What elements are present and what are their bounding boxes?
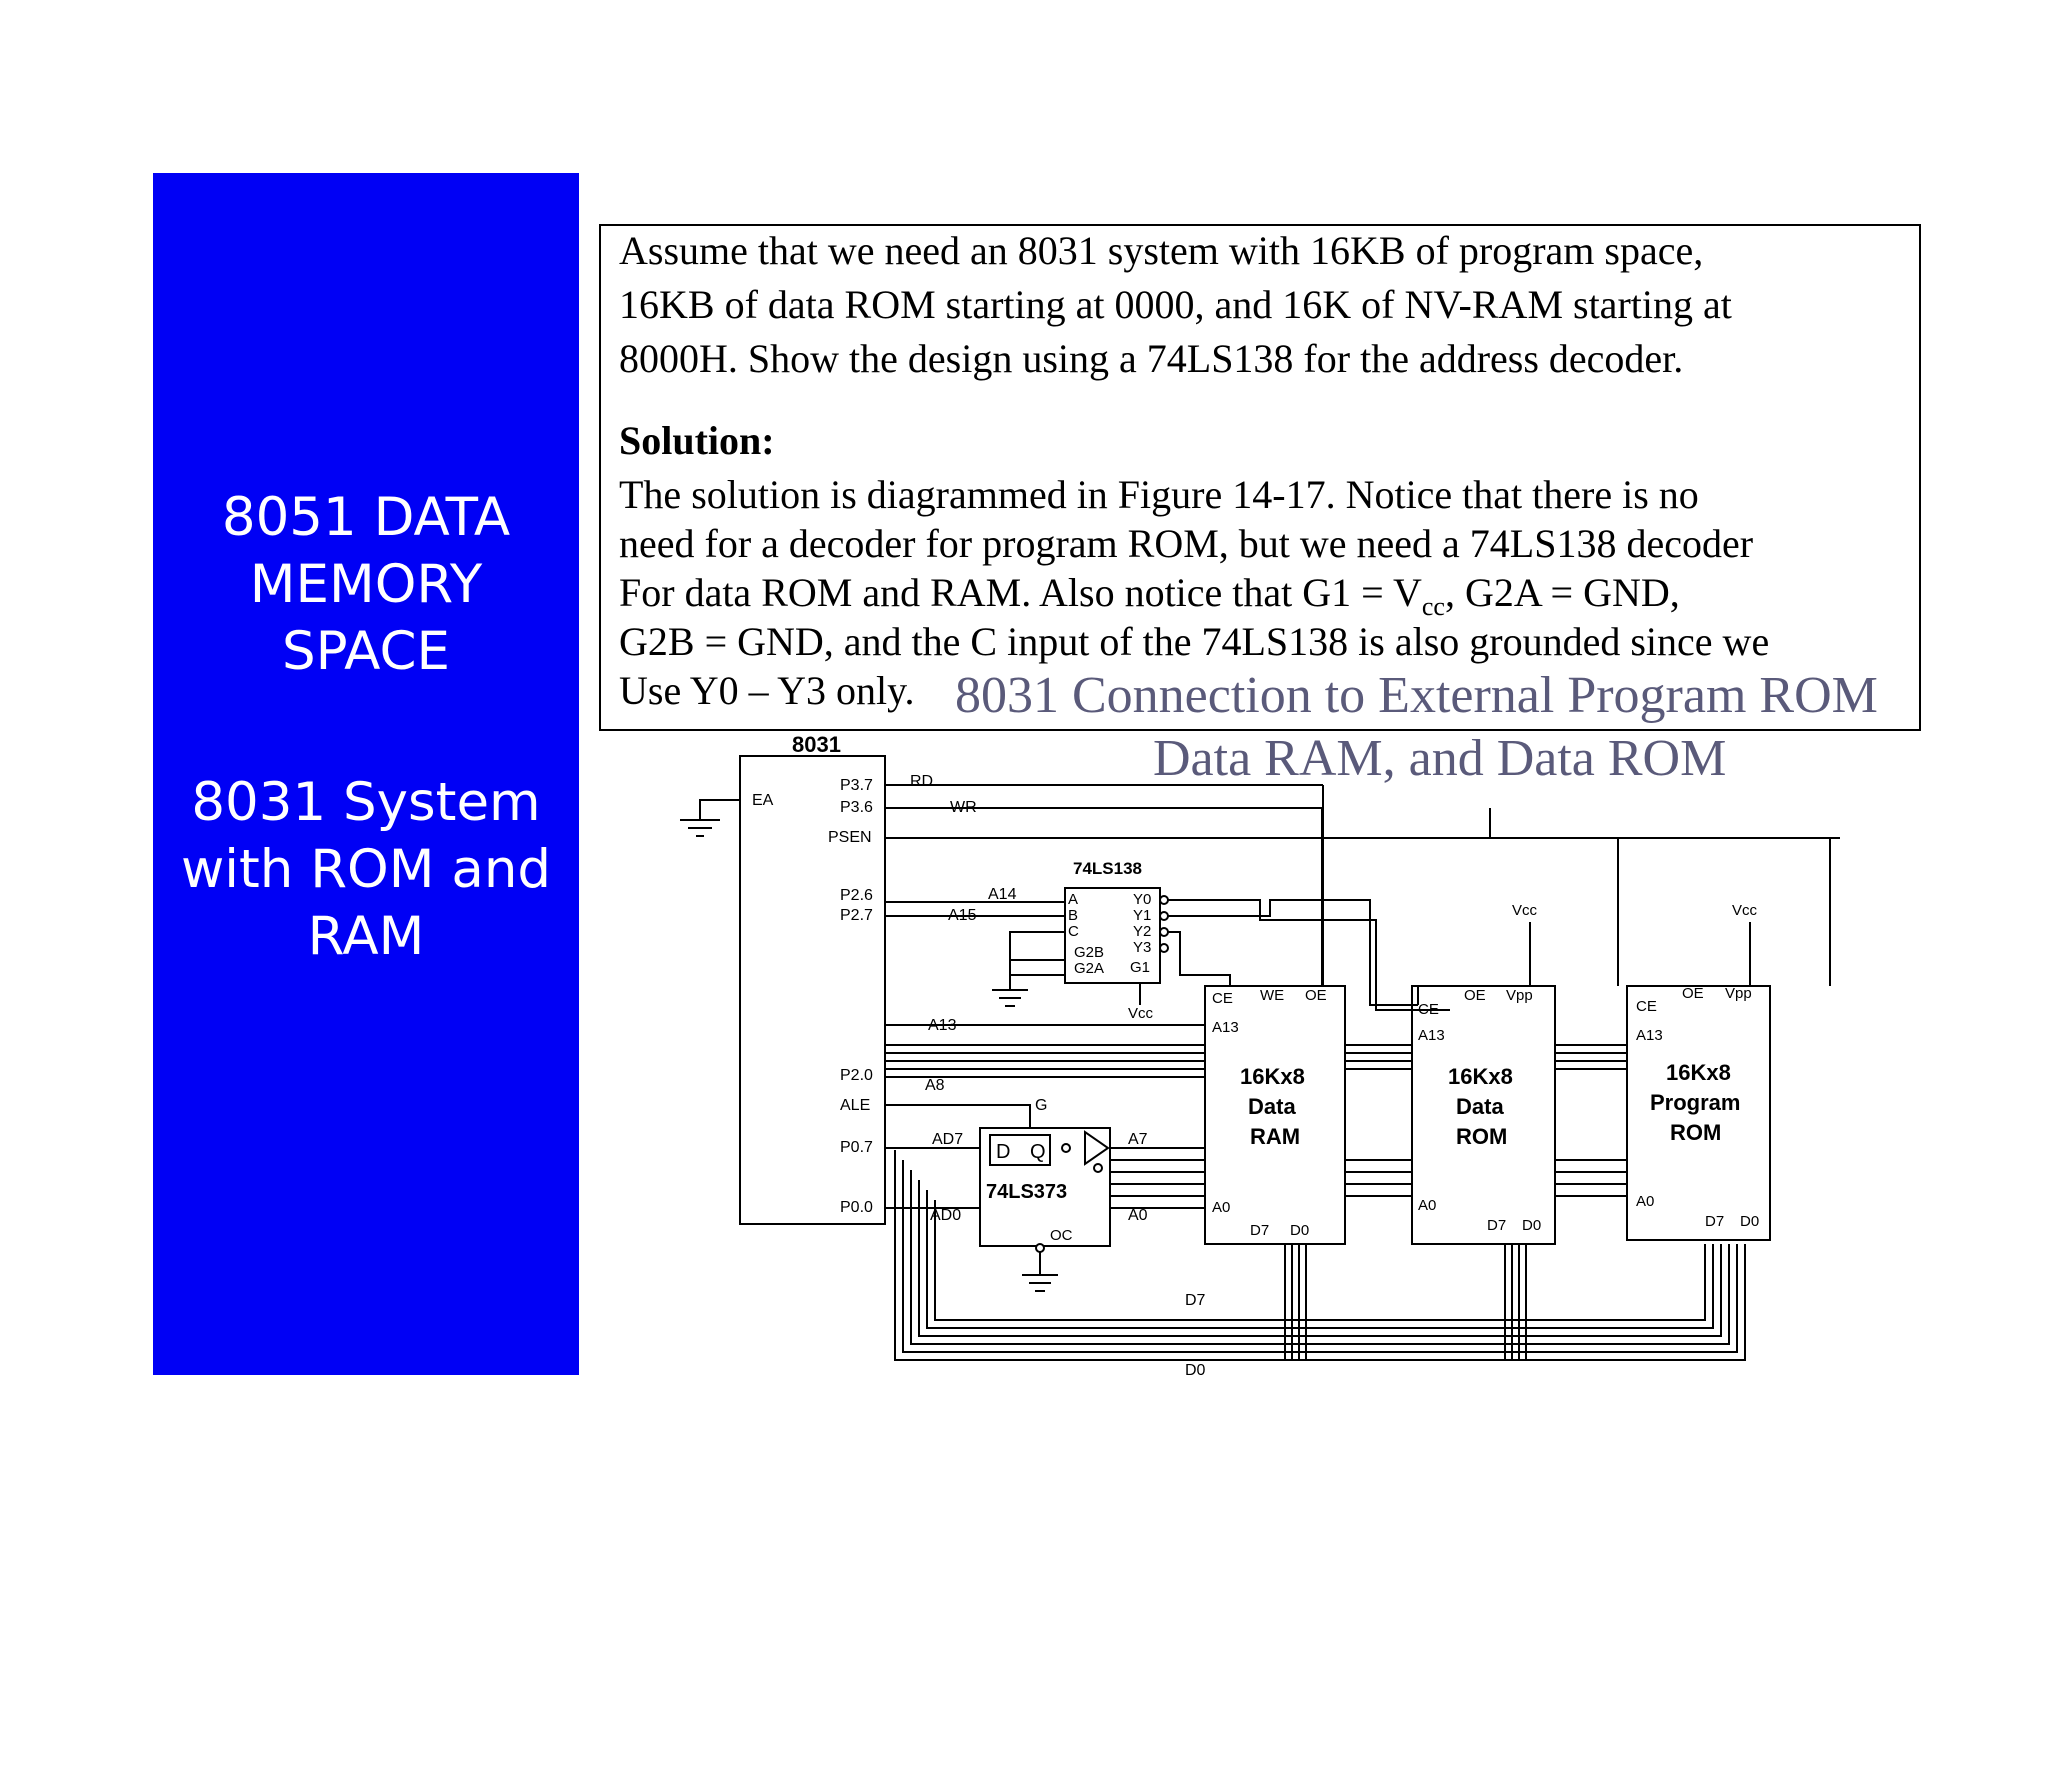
d0-pin-label: D0 (1290, 1222, 1310, 1239)
a0-label: A0 (1128, 1207, 1148, 1224)
latch-oc-label: OC (1050, 1227, 1073, 1244)
title-line: MEMORY (249, 554, 483, 615)
problem-line: Assume that we need an 8031 system with 16KB of program space, (619, 228, 1704, 273)
subtitle-line: with ROM and (180, 839, 552, 900)
a0-pin-label: A0 (1212, 1199, 1231, 1216)
ground-symbol (992, 990, 1028, 1006)
chip-size-label: 16Kx8 (1448, 1064, 1513, 1089)
problem-line: 16KB of data ROM starting at 0000, and 16K of NV-RAM starting at (619, 282, 1732, 327)
a13-pin-label: A13 (1212, 1019, 1239, 1036)
chip-kind-label: RAM (1250, 1124, 1301, 1149)
a0-pin-label: A0 (1418, 1197, 1437, 1214)
ad0-label: AD0 (930, 1207, 962, 1224)
decoder-pin: C (1068, 923, 1079, 940)
ground-symbol (1022, 1275, 1058, 1291)
y3-bubble (1160, 944, 1168, 952)
latch-buffer-triangle (1085, 1132, 1108, 1164)
title-line: SPACE (281, 621, 451, 682)
d7-pin-label: D7 (1250, 1222, 1270, 1239)
y2-wire (1168, 932, 1230, 986)
decoder-name: 74LS138 (1073, 859, 1142, 878)
subtitle-line: 8031 System (191, 772, 541, 833)
a7-label: A7 (1128, 1131, 1148, 1148)
pin-label: P2.6 (840, 887, 873, 904)
mcu-name: 8031 (792, 732, 841, 757)
chip-type-label: Data (1456, 1094, 1504, 1119)
chip-size-label: 16Kx8 (1240, 1064, 1305, 1089)
decoder-pin: Y3 (1133, 939, 1152, 956)
decoder-pin: G2A (1074, 960, 1105, 977)
solution-label: Solution: (619, 418, 775, 463)
latch-d-label: D (996, 1141, 1011, 1163)
pin-label: ALE (840, 1097, 871, 1114)
ad7-label: AD7 (932, 1131, 964, 1148)
a15-label: A15 (948, 907, 977, 924)
d0-bus-label: D0 (1185, 1362, 1206, 1379)
pin-label: P2.0 (840, 1067, 873, 1084)
solution-line: The solution is diagrammed in Figure 14-17. Notice that there is no (619, 472, 1699, 517)
a0-pin-label: A0 (1636, 1193, 1655, 1210)
latched-address-bus (1110, 1160, 1627, 1196)
caption-line-2: Data RAM, and Data ROM (1153, 730, 1727, 787)
pin-label: P2.7 (840, 907, 873, 924)
pin-label: P3.6 (840, 799, 873, 816)
d7-bus-label: D7 (1185, 1292, 1206, 1309)
oe-label: OE (1464, 987, 1486, 1004)
rd-label: RD (910, 773, 934, 790)
d0-pin-label: D0 (1522, 1217, 1542, 1234)
we-label: WE (1260, 987, 1285, 1004)
d7-pin-label: D7 (1705, 1213, 1725, 1230)
d0-pin-label: D0 (1740, 1213, 1760, 1230)
caption-line-1: 8031 Connection to External Program ROM (955, 667, 1878, 724)
problem-line: 8000H. Show the design using a 74LS138 for the address decoder. (619, 336, 1684, 381)
decoder-pin: G1 (1130, 959, 1151, 976)
pin-label: P0.7 (840, 1139, 873, 1156)
chip-type-label: Data (1248, 1094, 1296, 1119)
ea-label: EA (752, 792, 774, 809)
vcc-subscript: cc (1421, 592, 1445, 621)
decoder-pin: Y0 (1133, 891, 1152, 908)
pin-label: PSEN (828, 829, 872, 846)
latch-q-label: Q (1030, 1141, 1046, 1163)
vcc-label: Vcc (1512, 902, 1538, 919)
ce-label: CE (1212, 990, 1233, 1007)
decoder-pin: A (1068, 891, 1079, 908)
solution-line: Use Y0 – Y3 only. (619, 668, 915, 713)
decoder-pin: Y1 (1133, 907, 1152, 924)
decoder-pin: G2B (1074, 944, 1105, 961)
vpp-label: Vpp (1725, 985, 1752, 1002)
ground-symbol (680, 820, 720, 836)
y1-bubble (1160, 912, 1168, 920)
a13-pin-label: A13 (1636, 1027, 1663, 1044)
decoder-pin: Y2 (1133, 923, 1152, 940)
a13-label: A13 (928, 1017, 957, 1034)
y0-bubble (1160, 896, 1168, 904)
pin-label: P0.0 (840, 1199, 873, 1216)
vpp-label: Vpp (1506, 987, 1533, 1004)
vcc-label: Vcc (1128, 1005, 1154, 1022)
y2-bubble (1160, 928, 1168, 936)
solution-line: For data ROM and RAM. Also notice that $G1 = V_{cc}$, G2A = GND, (619, 570, 1680, 621)
a14-label: A14 (988, 886, 1017, 903)
vcc-label: Vcc (1732, 902, 1758, 919)
oe-label: OE (1305, 987, 1327, 1004)
a8-label: A8 (925, 1077, 945, 1094)
ea-wire (700, 800, 740, 820)
decoder-pin: B (1068, 907, 1079, 924)
chip-size-label: 16Kx8 (1666, 1060, 1731, 1085)
oe-label: OE (1682, 985, 1704, 1002)
oc-bubble (1036, 1244, 1044, 1252)
chip-kind-label: ROM (1670, 1120, 1722, 1145)
ce-label: CE (1418, 1001, 1439, 1018)
solution-line: G2B = GND, and the C input of the 74LS138 is also grounded since we (619, 619, 1770, 664)
a13-pin-label: A13 (1418, 1027, 1445, 1044)
latch-name: 74LS373 (986, 1181, 1068, 1203)
chip-type-label: Program (1650, 1090, 1741, 1115)
pin-label: P3.7 (840, 777, 873, 794)
g-label: G (1035, 1097, 1048, 1114)
ce-label: CE (1636, 998, 1657, 1015)
title-line: 8051 DATA (221, 487, 511, 548)
ale-wire (885, 1105, 1030, 1128)
wr-label: WR (950, 799, 977, 816)
subtitle-line: RAM (307, 906, 425, 967)
solution-line: need for a decoder for program ROM, but we need a 74LS138 decoder (619, 521, 1754, 566)
d7-pin-label: D7 (1487, 1217, 1507, 1234)
chip-kind-label: ROM (1456, 1124, 1508, 1149)
